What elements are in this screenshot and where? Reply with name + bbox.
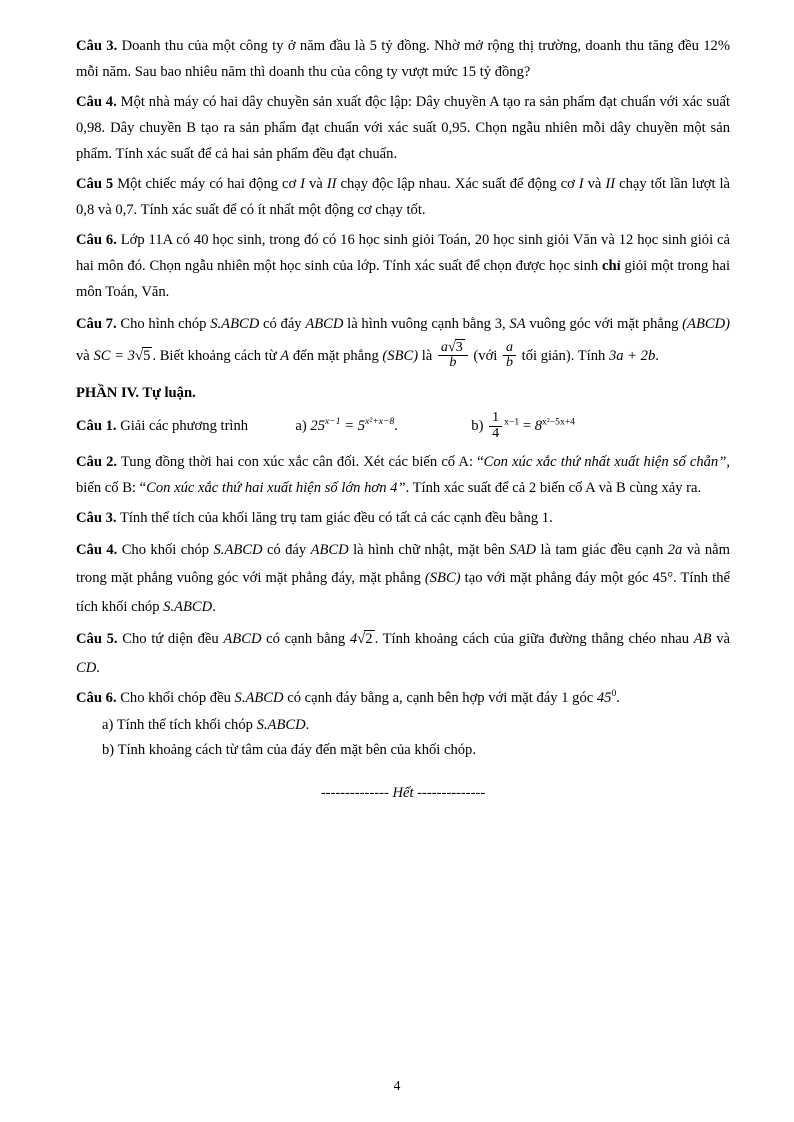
question-text-part: chạy tốt lần lượt là 0,8 và 0,7. Tính xác suất để có ít nhất một động cơ chạy tốt.	[76, 175, 731, 218]
question-label: Câu 2.	[76, 453, 118, 470]
sub-item-a	[76, 714, 730, 738]
sqrt-argument: 3	[455, 339, 463, 355]
math-coefficient: 4	[349, 631, 358, 647]
question-italic-event-b: Con xúc xắc thứ hai xuất hiện số lớn hơn 4”	[146, 479, 406, 496]
question-text: Giải các phương trình	[120, 418, 249, 435]
math-angle-value: 45	[596, 690, 612, 707]
question-label: Câu 6.	[76, 690, 117, 707]
sqrt-icon: √3	[447, 338, 463, 355]
math-exponent: x²−5x+4	[542, 416, 575, 428]
math-segment-ab: AB	[693, 631, 712, 647]
question-text-part: đến mặt phẳng	[289, 347, 383, 364]
math-exponent: x²+x−8	[365, 416, 395, 428]
end-marker-text: -------------- Hết --------------	[320, 784, 486, 801]
question-text-part: có cạnh đáy bằng a, cạnh bên hợp với mặt đáy 1 góc	[283, 690, 597, 707]
question-emphasis: chỉ	[602, 257, 621, 274]
question-text-part: .	[212, 598, 216, 615]
math-base: 25	[310, 418, 325, 435]
question-label: Câu 4.	[76, 93, 117, 110]
math-point-a: A	[280, 347, 290, 364]
fraction-denominator: b	[438, 355, 468, 371]
question-text: Tính thể tích của khối lăng trụ tam giác đều có tất cả các cạnh đều bằng 1.	[119, 509, 553, 526]
question-block-p4-cau1	[76, 411, 730, 442]
sqrt-icon: √2	[357, 631, 373, 647]
question-block-cau6	[76, 228, 730, 306]
fraction-denominator: 4	[489, 426, 502, 442]
question-text-part: Một chiếc máy có hai động cơ	[117, 175, 301, 192]
math-expression-3a2b: 3a + 2b	[608, 347, 656, 364]
math-exponent: x−1	[504, 416, 520, 428]
section-heading-part4: PHẦN IV. Tự luận.	[76, 384, 196, 401]
question-block-p4-cau3	[76, 506, 730, 532]
math-var-II: II	[326, 175, 337, 192]
question-text-part: và	[711, 631, 730, 647]
question-label: Câu 1.	[76, 418, 117, 435]
math-exponent: x−1	[325, 416, 341, 428]
fraction-a-sqrt3-over-b	[438, 340, 468, 372]
sub-item-b	[76, 739, 730, 763]
question-italic-event-a: Con xúc xắc thứ nhất xuất hiện số chẵn”	[483, 453, 727, 470]
question-label: Câu 3.	[76, 509, 117, 526]
math-2a: 2a	[667, 541, 683, 558]
fraction-numerator: a	[440, 339, 448, 355]
question-block-p4-cau2	[76, 450, 730, 502]
math-plane-sbc: (SBC)	[382, 347, 419, 364]
sub-item-tag: a)	[102, 717, 114, 734]
question-text-part: có đáy	[259, 315, 306, 332]
question-text: Doanh thu của một công ty ở năm đầu là 5 tỷ đồng. Nhờ mở rộng thị trường, doanh thu tăng đều 12% mỗi năm. Sau bao nhiêu năm thì doanh thu của công ty vượt mức 15 tỷ đồng?	[76, 38, 731, 80]
end-marker	[76, 785, 730, 802]
question-label: Câu 3.	[76, 38, 118, 54]
question-text-part: có đáy	[262, 541, 311, 558]
math-degree-sup: 0	[611, 688, 617, 700]
math-abcd: ABCD	[223, 631, 262, 647]
question-text-part: và	[76, 347, 94, 364]
question-text-part: Lớp 11A có 40 học sinh, trong đó có 16 học sinh giỏi Toán, 20 học sinh giỏi Văn và 12 học sinh giỏi cả hai môn đó. Chọn ngẫu nhiên một học sinh của lớp. Tính xác suất để chọn được học sinh	[76, 231, 730, 274]
question-block-p4-cau5	[76, 625, 730, 682]
fraction-a-over-b	[503, 341, 516, 372]
math-var-II: II	[605, 175, 616, 192]
question-block-cau3	[76, 34, 730, 86]
math-plane-abcd: (ABCD)	[682, 315, 730, 332]
math-base: 8	[534, 418, 542, 435]
sub-item-tag: b)	[102, 742, 115, 759]
math-abcd: ABCD	[305, 315, 344, 332]
question-text-part: .	[96, 660, 100, 677]
fraction-numerator: 1	[492, 409, 500, 425]
item-tag-a: a)	[295, 418, 307, 435]
sqrt-argument: 2	[365, 631, 373, 647]
question-text-part: chạy độc lập nhau. Xác suất để động cơ	[336, 175, 579, 192]
question-text-part: . Biết khoảng cách từ	[152, 347, 281, 364]
math-var-I: I	[300, 175, 306, 192]
question-text-part: tối giản). Tính	[518, 347, 609, 364]
question-text-part: Cho tứ diện đều	[122, 631, 224, 647]
math-sabcd: S.ABCD	[234, 690, 284, 707]
question-text-part: là hình chữ nhật, mặt bên	[348, 541, 510, 558]
math-sabcd: S.ABCD	[163, 598, 213, 615]
question-text-part: là	[418, 347, 436, 364]
question-text-part: . Tính xác suất để cả 2 biến cố A và B cùng xảy ra.	[405, 479, 702, 496]
question-text-part: và	[583, 175, 606, 192]
question-text-part: và nằm trong mặt phẳng vuông góc với mặt phẳng đáy, mặt phẳng	[76, 541, 731, 587]
question-text-part: .	[616, 690, 620, 707]
math-sa: SA	[509, 315, 526, 332]
question-text-part: có cạnh bằng	[261, 631, 350, 647]
question-text-part: và	[305, 175, 327, 192]
math-sad: SAD	[509, 541, 537, 558]
question-text-part: giỏi một trong hai môn Toán, Văn.	[76, 257, 730, 300]
question-text-part: .	[655, 347, 659, 364]
question-block-p4-cau4	[76, 536, 730, 621]
question-label: Câu 7.	[76, 315, 117, 332]
question-label: Câu 5.	[76, 631, 118, 647]
fraction-numerator: a	[506, 339, 513, 355]
math-sabcd: S.ABCD	[256, 717, 306, 734]
question-text-part: , biến cố B: “	[76, 453, 730, 496]
question-label: Câu 6.	[76, 231, 117, 248]
question-text-part: Cho khối chóp đều	[120, 690, 235, 707]
fraction-1-over-4	[489, 411, 502, 442]
question-label: Câu 5	[76, 175, 114, 192]
sub-item-text: Tính khoảng cách từ tâm của đáy đến mặt bên của khối chóp.	[117, 742, 477, 759]
question-text: Một nhà máy có hai dây chuyền sản xuất độc lập: Dây chuyền A tạo ra sản phẩm đạt chuẩn với xác suất 0,98. Dây chuyền B tạo ra sản phẩm đạt chuẩn với xác suất 0,95. Chọn ngẫu nhiên mỗi dây chuyền một sản phẩm. Tính xác suất để cả hai sản phẩm đều đạt chuẩn.	[76, 93, 731, 162]
question-label: Câu 4.	[76, 541, 118, 558]
math-eq-b	[487, 411, 575, 442]
question-text-part: vuông góc với mặt phẳng	[525, 315, 683, 332]
math-plane-sbc: (SBC)	[424, 570, 461, 587]
question-block-cau4	[76, 90, 730, 168]
math-eq-a	[310, 418, 394, 434]
question-text-part: là hình vuông cạnh bằng 3,	[343, 315, 510, 332]
page-number: 4	[393, 1078, 401, 1093]
math-equals: =	[522, 418, 532, 435]
math-sc-value: SC = 3	[93, 347, 135, 364]
sub-item-text: Tính thể tích khối chóp	[116, 717, 257, 734]
question-text-part: là tam giác đều cạnh	[536, 541, 668, 558]
item-tag-b: b)	[471, 418, 484, 435]
math-sabcd: S.ABCD	[210, 315, 260, 332]
question-block-cau5	[76, 172, 730, 224]
math-base: 5	[357, 418, 366, 435]
question-block-p4-cau6	[76, 686, 730, 712]
fraction-denominator: b	[503, 355, 516, 371]
math-segment-cd: CD	[76, 660, 97, 677]
sub-item-text-end: .	[305, 717, 310, 734]
question-text-part: Tung đồng thời hai con xúc xắc cân đối. Xét các biến cố A: “	[120, 453, 484, 470]
math-sabcd: S.ABCD	[213, 541, 263, 558]
math-period: .	[394, 418, 398, 435]
math-equals: =	[344, 418, 355, 435]
question-block-cau7	[76, 310, 730, 372]
question-text-part: . Tính khoảng cách của giữa đường thẳng chéo nhau	[374, 631, 694, 647]
sqrt-icon: √5	[134, 347, 151, 364]
question-text-part: (với	[469, 347, 501, 364]
question-text-part: tạo với mặt phẳng đáy một góc 45°. Tính thể tích khối chóp	[76, 570, 731, 615]
question-text-part: Cho hình chóp	[120, 315, 211, 332]
sqrt-argument: 5	[143, 347, 151, 364]
question-text-part: Cho khối chóp	[121, 541, 214, 558]
math-abcd: ABCD	[310, 541, 349, 558]
math-var-I: I	[578, 175, 584, 192]
